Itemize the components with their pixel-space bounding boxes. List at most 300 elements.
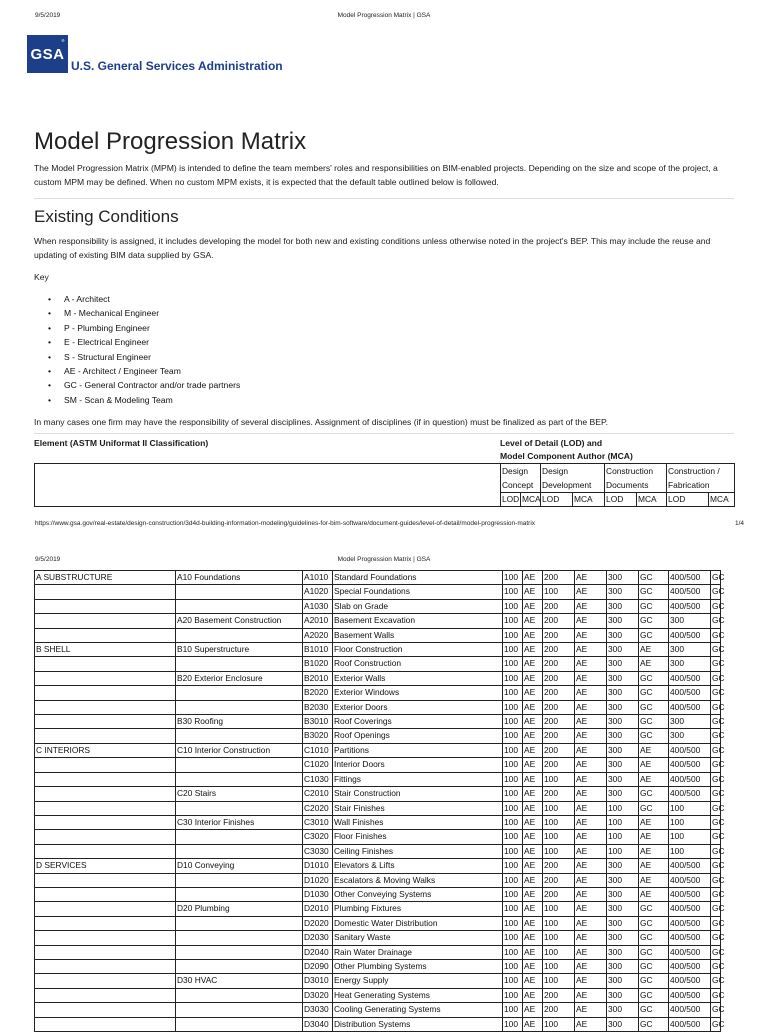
value-cell: 300 bbox=[669, 715, 711, 729]
value-cell: 100 bbox=[503, 743, 523, 757]
value-cell: 100 bbox=[503, 902, 523, 916]
level2-cell: D10 Conveying bbox=[176, 859, 303, 873]
element-name-cell: Elevators & Lifts bbox=[333, 859, 503, 873]
value-cell: 400/500 bbox=[669, 988, 711, 1002]
value-cell: AE bbox=[575, 585, 607, 599]
value-cell: 300 bbox=[607, 772, 639, 786]
value-cell: GC bbox=[639, 1017, 669, 1031]
note-paragraph: In many cases one firm may have the responsibility of several disciplines. Assignment of disciplines (if in question) must be finalized as part of the BEP. bbox=[34, 417, 608, 427]
level2-cell bbox=[176, 772, 303, 786]
value-cell: 300 bbox=[607, 700, 639, 714]
value-cell: 400/500 bbox=[669, 700, 711, 714]
table-row bbox=[35, 686, 721, 700]
value-cell: AE bbox=[523, 686, 543, 700]
level2-cell: B20 Exterior Enclosure bbox=[176, 671, 303, 685]
table-row bbox=[35, 772, 721, 786]
element-name-cell: Distribution Systems bbox=[333, 1017, 503, 1031]
value-cell: AE bbox=[575, 657, 607, 671]
table-row bbox=[35, 815, 721, 829]
level2-cell bbox=[176, 887, 303, 901]
element-code-cell: D2030 bbox=[303, 931, 333, 945]
level1-cell bbox=[35, 844, 176, 858]
value-cell: AE bbox=[523, 1017, 543, 1031]
table-row bbox=[35, 988, 721, 1002]
level2-cell bbox=[176, 988, 303, 1002]
value-cell: 200 bbox=[543, 643, 575, 657]
print-date: 9/5/2019 bbox=[35, 556, 61, 563]
value-cell: AE bbox=[575, 931, 607, 945]
element-code-cell: C3020 bbox=[303, 830, 333, 844]
value-cell: AE bbox=[523, 873, 543, 887]
footer-url[interactable]: https://www.gsa.gov/real-estate/design-construction/3d4d-building-information-modeling/guidelines-for-bim-software/document-guides/level-of-detail/model-progression-matrix bbox=[35, 520, 536, 527]
value-cell: GC bbox=[639, 585, 669, 599]
element-code-cell: C1010 bbox=[303, 743, 333, 757]
value-cell: 100 bbox=[503, 628, 523, 642]
value-cell: GC bbox=[711, 686, 721, 700]
element-code-cell: A2020 bbox=[303, 628, 333, 642]
element-name-cell: Roof Openings bbox=[333, 729, 503, 743]
table-row bbox=[35, 887, 721, 901]
element-name-cell: Wall Finishes bbox=[333, 815, 503, 829]
value-cell: AE bbox=[523, 916, 543, 930]
table-row bbox=[35, 1003, 721, 1017]
table-row bbox=[35, 801, 721, 815]
value-cell: GC bbox=[639, 945, 669, 959]
value-cell: 300 bbox=[607, 974, 639, 988]
value-cell: 100 bbox=[607, 844, 639, 858]
page-number: 1/4 bbox=[734, 520, 744, 527]
element-code-cell: A2010 bbox=[303, 614, 333, 628]
level1-cell bbox=[35, 758, 176, 772]
value-cell: AE bbox=[523, 801, 543, 815]
table-row bbox=[35, 974, 721, 988]
section-title: Existing Conditions bbox=[34, 207, 179, 226]
value-cell: AE bbox=[523, 671, 543, 685]
element-code-cell: D3020 bbox=[303, 988, 333, 1002]
element-code-cell: D2090 bbox=[303, 959, 333, 973]
table-row bbox=[35, 643, 721, 657]
value-cell: GC bbox=[639, 715, 669, 729]
level2-cell bbox=[176, 873, 303, 887]
value-cell: 100 bbox=[543, 801, 575, 815]
value-cell: AE bbox=[523, 758, 543, 772]
value-cell: 200 bbox=[543, 571, 575, 585]
element-code-cell: C1020 bbox=[303, 758, 333, 772]
gsa-logo[interactable]: GSA ® bbox=[27, 35, 68, 73]
sub-header: MCA bbox=[709, 493, 735, 507]
level2-cell bbox=[176, 700, 303, 714]
value-cell: AE bbox=[575, 743, 607, 757]
value-cell: GC bbox=[711, 643, 721, 657]
value-cell: 100 bbox=[503, 657, 523, 671]
header-spacer bbox=[35, 464, 501, 507]
value-cell: AE bbox=[639, 743, 669, 757]
value-cell: AE bbox=[639, 643, 669, 657]
value-cell: GC bbox=[639, 974, 669, 988]
level1-cell: C INTERIORS bbox=[35, 743, 176, 757]
value-cell: 100 bbox=[669, 815, 711, 829]
sub-header: MCA bbox=[573, 493, 605, 507]
value-cell: AE bbox=[575, 844, 607, 858]
value-cell: GC bbox=[711, 916, 721, 930]
value-cell: 300 bbox=[607, 873, 639, 887]
value-cell: GC bbox=[711, 585, 721, 599]
matrix-body bbox=[35, 571, 725, 1032]
element-name-cell: Exterior Walls bbox=[333, 671, 503, 685]
value-cell: GC bbox=[711, 599, 721, 613]
value-cell: AE bbox=[575, 916, 607, 930]
level1-cell bbox=[35, 873, 176, 887]
value-cell: 100 bbox=[543, 844, 575, 858]
value-cell: AE bbox=[575, 873, 607, 887]
value-cell: 100 bbox=[503, 945, 523, 959]
value-cell: 400/500 bbox=[669, 916, 711, 930]
level1-cell bbox=[35, 988, 176, 1002]
level1-cell bbox=[35, 1003, 176, 1017]
value-cell: GC bbox=[711, 974, 721, 988]
value-cell: 300 bbox=[607, 1017, 639, 1031]
value-cell: GC bbox=[711, 743, 721, 757]
value-cell: 100 bbox=[543, 959, 575, 973]
lod-header-line2: Model Component Author (MCA) bbox=[500, 451, 633, 461]
table-row bbox=[35, 700, 721, 714]
value-cell: AE bbox=[575, 815, 607, 829]
value-cell: 100 bbox=[607, 801, 639, 815]
value-cell: AE bbox=[639, 830, 669, 844]
level1-cell bbox=[35, 902, 176, 916]
value-cell: 100 bbox=[503, 844, 523, 858]
level1-cell bbox=[35, 801, 176, 815]
level1-cell bbox=[35, 715, 176, 729]
value-cell: GC bbox=[711, 657, 721, 671]
element-code-cell: B2030 bbox=[303, 700, 333, 714]
level1-cell bbox=[35, 686, 176, 700]
value-cell: 200 bbox=[543, 859, 575, 873]
table-row bbox=[35, 599, 721, 613]
value-cell: 300 bbox=[669, 657, 711, 671]
value-cell: GC bbox=[711, 729, 721, 743]
phase-header: Construction / Fabrication bbox=[667, 464, 735, 493]
level2-cell: C30 Interior Finishes bbox=[176, 815, 303, 829]
value-cell: 300 bbox=[669, 614, 711, 628]
value-cell: 100 bbox=[543, 902, 575, 916]
value-cell: GC bbox=[711, 801, 721, 815]
value-cell: AE bbox=[575, 628, 607, 642]
value-cell: 300 bbox=[669, 643, 711, 657]
value-cell: AE bbox=[523, 787, 543, 801]
level1-cell bbox=[35, 628, 176, 642]
value-cell: GC bbox=[639, 959, 669, 973]
value-cell: GC bbox=[711, 815, 721, 829]
value-cell: 400/500 bbox=[669, 1003, 711, 1017]
element-name-cell: Stair Construction bbox=[333, 787, 503, 801]
element-name-cell: Domestic Water Distribution bbox=[333, 916, 503, 930]
value-cell: 100 bbox=[543, 815, 575, 829]
value-cell: GC bbox=[639, 729, 669, 743]
table-row bbox=[35, 844, 721, 858]
value-cell: 100 bbox=[543, 830, 575, 844]
value-cell: GC bbox=[711, 772, 721, 786]
page-title: Model Progression Matrix bbox=[34, 128, 307, 155]
divider bbox=[34, 433, 734, 434]
value-cell: AE bbox=[523, 1003, 543, 1017]
element-name-cell: Fittings bbox=[333, 772, 503, 786]
element-name-cell: Cooling Generating Systems bbox=[333, 1003, 503, 1017]
value-cell: 300 bbox=[607, 902, 639, 916]
value-cell: AE bbox=[523, 815, 543, 829]
value-cell: 300 bbox=[607, 686, 639, 700]
level1-cell bbox=[35, 614, 176, 628]
element-name-cell: Standard Foundations bbox=[333, 571, 503, 585]
element-name-cell: Plumbing Fixtures bbox=[333, 902, 503, 916]
value-cell: 300 bbox=[607, 671, 639, 685]
value-cell: 100 bbox=[503, 1017, 523, 1031]
value-cell: AE bbox=[575, 758, 607, 772]
value-cell: AE bbox=[575, 729, 607, 743]
value-cell: 300 bbox=[607, 729, 639, 743]
value-cell: 100 bbox=[503, 931, 523, 945]
value-cell: 100 bbox=[503, 758, 523, 772]
list-item: • GC - General Contractor and/or trade partners bbox=[48, 378, 240, 392]
element-name-cell: Energy Supply bbox=[333, 974, 503, 988]
table-row bbox=[35, 859, 721, 873]
value-cell: 300 bbox=[607, 758, 639, 772]
value-cell: 100 bbox=[503, 787, 523, 801]
level2-cell bbox=[176, 959, 303, 973]
value-cell: 400/500 bbox=[669, 671, 711, 685]
matrix-header-table bbox=[34, 463, 735, 507]
element-column-header: Element (ASTM Uniformat II Classification) bbox=[34, 438, 209, 448]
level2-cell: D20 Plumbing bbox=[176, 902, 303, 916]
value-cell: GC bbox=[639, 988, 669, 1002]
value-cell: AE bbox=[575, 1003, 607, 1017]
value-cell: 200 bbox=[543, 758, 575, 772]
value-cell: AE bbox=[575, 686, 607, 700]
key-label: Key bbox=[34, 272, 49, 282]
value-cell: GC bbox=[711, 931, 721, 945]
value-cell: 300 bbox=[607, 1003, 639, 1017]
value-cell: 400/500 bbox=[669, 859, 711, 873]
value-cell: 200 bbox=[543, 671, 575, 685]
level2-cell: C20 Stairs bbox=[176, 787, 303, 801]
value-cell: 100 bbox=[503, 585, 523, 599]
value-cell: 100 bbox=[503, 887, 523, 901]
element-name-cell: Other Conveying Systems bbox=[333, 887, 503, 901]
value-cell: 400/500 bbox=[669, 902, 711, 916]
value-cell: 400/500 bbox=[669, 686, 711, 700]
value-cell: 200 bbox=[543, 614, 575, 628]
value-cell: GC bbox=[711, 988, 721, 1002]
element-code-cell: C3010 bbox=[303, 815, 333, 829]
key-list bbox=[48, 292, 240, 407]
value-cell: 100 bbox=[543, 772, 575, 786]
document-title: Model Progression Matrix | GSA bbox=[337, 556, 431, 563]
value-cell: 300 bbox=[607, 945, 639, 959]
value-cell: GC bbox=[639, 902, 669, 916]
value-cell: 100 bbox=[503, 571, 523, 585]
table-row bbox=[35, 916, 721, 930]
value-cell: 300 bbox=[607, 599, 639, 613]
value-cell: GC bbox=[639, 671, 669, 685]
value-cell: 400/500 bbox=[669, 873, 711, 887]
sub-header: LOD bbox=[541, 493, 573, 507]
level1-cell bbox=[35, 931, 176, 945]
value-cell: AE bbox=[523, 585, 543, 599]
value-cell: AE bbox=[639, 758, 669, 772]
level1-cell bbox=[35, 916, 176, 930]
value-cell: 400/500 bbox=[669, 931, 711, 945]
element-name-cell: Floor Construction bbox=[333, 643, 503, 657]
level2-cell: B10 Superstructure bbox=[176, 643, 303, 657]
value-cell: 100 bbox=[503, 599, 523, 613]
value-cell: 400/500 bbox=[669, 628, 711, 642]
list-item: • SM - Scan & Modeling Team bbox=[48, 393, 240, 407]
value-cell: AE bbox=[523, 959, 543, 973]
table-row bbox=[35, 671, 721, 685]
sub-header: LOD bbox=[501, 493, 521, 507]
list-item: • E - Electrical Engineer bbox=[48, 335, 240, 349]
value-cell: GC bbox=[639, 686, 669, 700]
level1-cell bbox=[35, 1017, 176, 1031]
value-cell: AE bbox=[575, 945, 607, 959]
value-cell: 200 bbox=[543, 700, 575, 714]
element-code-cell: B1020 bbox=[303, 657, 333, 671]
value-cell: AE bbox=[639, 844, 669, 858]
value-cell: 300 bbox=[607, 931, 639, 945]
element-name-cell: Exterior Windows bbox=[333, 686, 503, 700]
value-cell: 200 bbox=[543, 628, 575, 642]
value-cell: AE bbox=[575, 988, 607, 1002]
value-cell: GC bbox=[711, 1017, 721, 1031]
level1-cell bbox=[35, 700, 176, 714]
element-code-cell: D3040 bbox=[303, 1017, 333, 1031]
value-cell: AE bbox=[523, 887, 543, 901]
value-cell: AE bbox=[523, 830, 543, 844]
table-row bbox=[35, 628, 721, 642]
value-cell: GC bbox=[711, 715, 721, 729]
value-cell: 400/500 bbox=[669, 1017, 711, 1031]
value-cell: GC bbox=[711, 628, 721, 642]
value-cell: GC bbox=[711, 830, 721, 844]
value-cell: 100 bbox=[503, 1003, 523, 1017]
value-cell: GC bbox=[711, 571, 721, 585]
table-row bbox=[35, 571, 721, 585]
sub-header: MCA bbox=[637, 493, 667, 507]
level2-cell bbox=[176, 686, 303, 700]
value-cell: 100 bbox=[543, 916, 575, 930]
element-code-cell: D2020 bbox=[303, 916, 333, 930]
element-code-cell: B2010 bbox=[303, 671, 333, 685]
table-row bbox=[35, 1017, 721, 1031]
table-row bbox=[35, 743, 721, 757]
value-cell: AE bbox=[575, 859, 607, 873]
value-cell: 300 bbox=[607, 916, 639, 930]
level2-cell: C10 Interior Construction bbox=[176, 743, 303, 757]
level1-cell bbox=[35, 974, 176, 988]
value-cell: 400/500 bbox=[669, 758, 711, 772]
element-name-cell: Sanitary Waste bbox=[333, 931, 503, 945]
phase-header: Design Development bbox=[541, 464, 605, 493]
level2-cell bbox=[176, 945, 303, 959]
table-row bbox=[35, 585, 721, 599]
value-cell: AE bbox=[523, 931, 543, 945]
level2-cell bbox=[176, 916, 303, 930]
level2-cell bbox=[176, 1003, 303, 1017]
table-row bbox=[35, 715, 721, 729]
element-code-cell: C2010 bbox=[303, 787, 333, 801]
value-cell: 300 bbox=[607, 715, 639, 729]
value-cell: 100 bbox=[607, 830, 639, 844]
value-cell: AE bbox=[523, 628, 543, 642]
value-cell: AE bbox=[523, 772, 543, 786]
lod-header-line1: Level of Detail (LOD) and bbox=[500, 438, 603, 448]
level1-cell bbox=[35, 671, 176, 685]
element-name-cell: Floor Finishes bbox=[333, 830, 503, 844]
table-row bbox=[35, 657, 721, 671]
level2-cell: D30 HVAC bbox=[176, 974, 303, 988]
value-cell: 400/500 bbox=[669, 571, 711, 585]
value-cell: 300 bbox=[669, 729, 711, 743]
sub-header: LOD bbox=[667, 493, 709, 507]
value-cell: AE bbox=[523, 614, 543, 628]
section-paragraph: When responsibility is assigned, it includes developing the model for both new and existing conditions unless otherwise noted in the project's BEP. This may include the reuse and updating of existing BIM data supplied by GSA. bbox=[34, 236, 711, 260]
list-item: • A - Architect bbox=[48, 292, 240, 306]
element-name-cell: Partitions bbox=[333, 743, 503, 757]
value-cell: AE bbox=[523, 643, 543, 657]
element-name-cell: Roof Construction bbox=[333, 657, 503, 671]
matrix-table bbox=[34, 570, 725, 1032]
value-cell: AE bbox=[575, 1017, 607, 1031]
value-cell: AE bbox=[523, 844, 543, 858]
value-cell: AE bbox=[575, 643, 607, 657]
value-cell: GC bbox=[639, 628, 669, 642]
value-cell: GC bbox=[711, 671, 721, 685]
value-cell: 200 bbox=[543, 743, 575, 757]
value-cell: GC bbox=[711, 787, 721, 801]
value-cell: GC bbox=[711, 614, 721, 628]
value-cell: AE bbox=[575, 801, 607, 815]
level2-cell bbox=[176, 758, 303, 772]
value-cell: AE bbox=[575, 715, 607, 729]
value-cell: AE bbox=[575, 974, 607, 988]
value-cell: AE bbox=[575, 671, 607, 685]
value-cell: 400/500 bbox=[669, 743, 711, 757]
divider bbox=[34, 198, 734, 199]
value-cell: AE bbox=[639, 859, 669, 873]
value-cell: 100 bbox=[503, 772, 523, 786]
value-cell: 100 bbox=[543, 945, 575, 959]
value-cell: 200 bbox=[543, 599, 575, 613]
element-code-cell: D3030 bbox=[303, 1003, 333, 1017]
value-cell: 400/500 bbox=[669, 887, 711, 901]
value-cell: 100 bbox=[503, 614, 523, 628]
level2-cell bbox=[176, 1017, 303, 1031]
level2-cell bbox=[176, 830, 303, 844]
value-cell: 400/500 bbox=[669, 974, 711, 988]
table-row bbox=[35, 614, 721, 628]
value-cell: AE bbox=[639, 873, 669, 887]
value-cell: GC bbox=[711, 859, 721, 873]
value-cell: GC bbox=[711, 700, 721, 714]
value-cell: 300 bbox=[607, 585, 639, 599]
table-row bbox=[35, 787, 721, 801]
table-row bbox=[35, 931, 721, 945]
agency-name[interactable]: U.S. General Services Administration bbox=[71, 59, 283, 73]
value-cell: GC bbox=[639, 801, 669, 815]
level1-cell bbox=[35, 585, 176, 599]
level2-cell bbox=[176, 585, 303, 599]
value-cell: AE bbox=[523, 715, 543, 729]
